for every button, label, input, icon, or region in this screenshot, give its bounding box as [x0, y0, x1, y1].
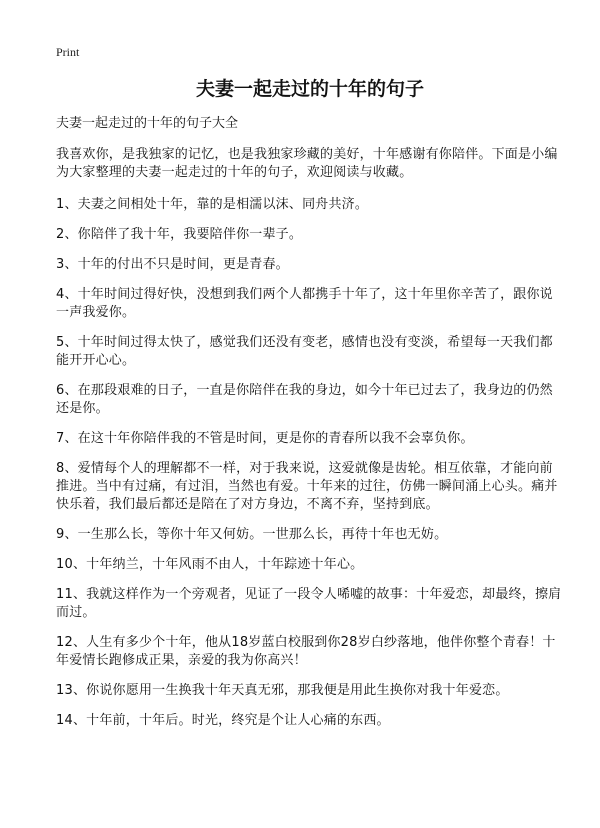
- list-item-8: 8、爱情每个人的理解都不一样，对于我来说，这爱就像是齿轮。相互依靠，才能向前推进。当中有过痛，有过泪，当然也有爱。十年来的过往，仿佛一瞬间涌上心头。痛并快乐着，我们最后都还是陪在了对方身边，不离不弃，坚持到底。: [56, 461, 558, 512]
- list-item-7: 7、在这十年你陪伴我的不管是时间，更是你的青春所以我不会辜负你。: [56, 431, 474, 446]
- list-item-9: 9、一生那么长，等你十年又何妨。一世那么长，再待十年也无妨。: [56, 527, 448, 542]
- list-item-3: 3、十年的付出不只是时间，更是青春。: [56, 257, 289, 272]
- list-item-13: 13、你说你愿用一生换我十年天真无邪，那我便是用此生换你对我十年爱恋。: [56, 683, 509, 698]
- list-item-4: 4、十年时间过得好快，没想到我们两个人都携手十年了，这十年里你辛苦了，跟你说一声我爱你。: [56, 287, 553, 320]
- list-item-10: 10、十年纳兰，十年风雨不由人，十年踪迹十年心。: [56, 557, 364, 572]
- document-subtitle: 夫妻一起走过的十年的句子大全: [56, 116, 239, 131]
- list-item-11: 11、我就这样作为一个旁观者，见证了一段令人唏嘘的故事：十年爱恋，却最终，擦肩而过。: [56, 587, 562, 620]
- list-item-6: 6、在那段艰难的日子，一直是你陪伴在我的身边，如今十年已过去了，我身边的仍然还是你。: [56, 383, 553, 416]
- list-item-2: 2、你陪伴了我十年，我要陪伴你一辈子。: [56, 227, 303, 242]
- list-item-1: 1、夫妻之间相处十年，靠的是相濡以沫、同舟共济。: [56, 197, 369, 212]
- document-title: 夫妻一起走过的十年的句子: [195, 78, 424, 100]
- intro-paragraph: 我喜欢你，是我独家的记忆，也是我独家珍藏的美好，十年感谢有你陪伴。下面是小编为大家整理的夫妻一起走过的十年的句子，欢迎阅读与收藏。: [56, 147, 558, 180]
- list-item-12: 12、人生有多少个十年，他从18岁蓝白校服到你28岁白纱落地，他伴你整个青春！十年爱情长跑修成正果，亲爱的我为你高兴！: [56, 635, 556, 668]
- list-item-5: 5、十年时间过得太快了，感觉我们还没有变老，感情也没有变淡，希望每一天我们都能开开心心。: [56, 335, 553, 368]
- list-item-14: 14、十年前，十年后。时光，终究是个让人心痛的东西。: [56, 713, 390, 728]
- print-label: Print: [56, 45, 80, 59]
